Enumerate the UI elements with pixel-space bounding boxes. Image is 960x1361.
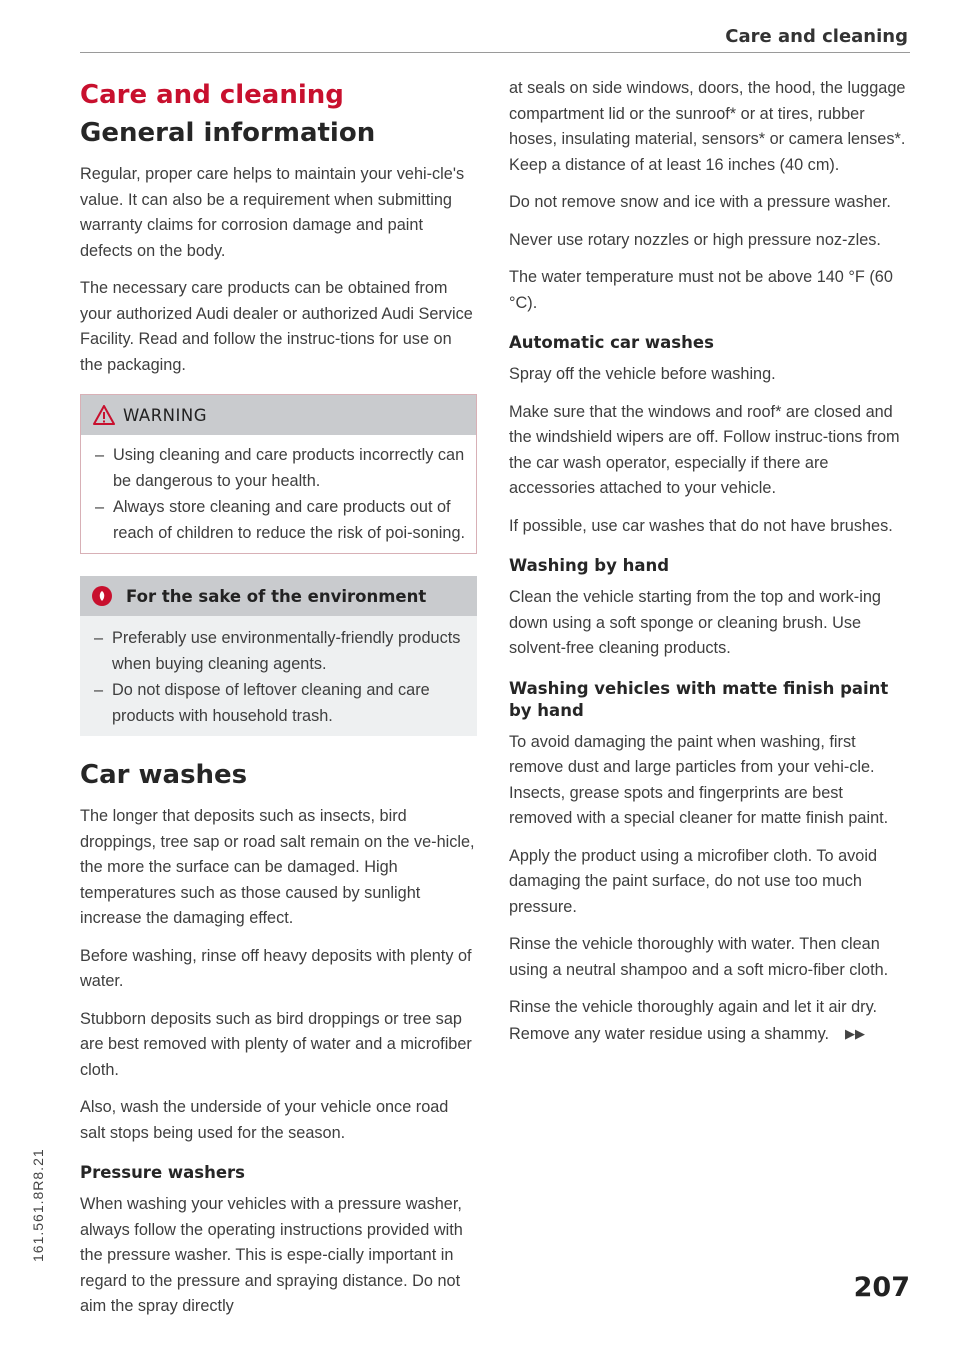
- intro-paragraph-2: The necessary care products can be obtained from your authorized Audi dealer or authorized Audi Service Facility. Read and follow the instruc-tions for use on the packaging.: [80, 279, 473, 374]
- automatic-paragraph-1: Spray off the vehicle before washing.: [509, 365, 776, 383]
- environment-leaf-icon: [92, 586, 112, 606]
- subheading-pressure-washers: Pressure washers: [80, 1163, 245, 1182]
- matte-paragraph-4-text: Rinse the vehicle thoroughly again and let it air dry. Remove any water residue using a shammy.: [509, 998, 878, 1043]
- matte-paragraph-4: [509, 995, 909, 1047]
- right-column: [509, 76, 909, 1059]
- warning-header: [81, 395, 476, 435]
- automatic-paragraph-3: If possible, use car washes that do not have brushes.: [509, 516, 893, 535]
- section-title-car-washes: Car washes: [80, 760, 248, 790]
- environment-item: – Do not dispose of leftover cleaning and care products with household trash.: [90, 678, 467, 729]
- continue-arrow-icon: ▶▶: [845, 1025, 866, 1041]
- environment-item: – Preferably use environmentally-friendly products when buying cleaning agents.: [90, 626, 467, 677]
- car-washes-paragraph-2: Before washing, rinse off heavy deposits with plenty of water.: [80, 946, 472, 990]
- warning-box: [80, 394, 477, 554]
- running-header-title: Care and cleaning: [725, 26, 908, 47]
- warning-item: – Using cleaning and care products incorrectly can be dangerous to your health.: [91, 443, 466, 494]
- automatic-paragraph-2: Make sure that the windows and roof* are closed and the windshield wipers are off. Follow instruc-tions from the car wash operator, especially if there are accessories attached to your vehicle.: [509, 402, 900, 497]
- car-washes-paragraph-3: Stubborn deposits such as bird droppings or tree sap are best removed with plenty of water and a microfiber cloth.: [80, 1009, 472, 1079]
- car-washes-paragraph-4: Also, wash the underside of your vehicle once road salt stops being used for the season.: [80, 1098, 449, 1142]
- subheading-matte-finish: Washing vehicles with matte finish paint by hand: [509, 678, 889, 720]
- page-number: 207: [853, 1272, 910, 1303]
- warning-triangle-icon: [93, 405, 115, 425]
- left-column: [80, 70, 477, 1332]
- pressure-washers-paragraph-4: The water temperature must not be above 140 °F (60 °C).: [509, 268, 893, 312]
- intro-paragraph-1: Regular, proper care helps to maintain your vehi-cle's value. It can also be a requirement when submitting warranty claims for corrosion damage and paint defects on the body.: [80, 165, 465, 260]
- pressure-washers-paragraph-3: Never use rotary nozzles or high pressure noz-zles.: [509, 230, 881, 249]
- warning-label: WARNING: [123, 405, 208, 425]
- header-rule: [80, 52, 910, 53]
- pressure-washers-paragraph-1-continued: at seals on side windows, doors, the hood, the luggage compartment lid or the sunroof* or at tires, rubber hoses, insulating material, sensors* or camera lenses*. Keep a distance of at least 16 inches (40 cm).: [509, 79, 906, 174]
- warning-item: – Always store cleaning and care products out of reach of children to reduce the risk of poi-soning.: [91, 495, 466, 546]
- chapter-title: Care and cleaning: [80, 80, 344, 110]
- subheading-washing-by-hand: Washing by hand: [509, 556, 670, 575]
- pressure-washers-paragraph-2: Do not remove snow and ice with a pressure washer.: [509, 193, 891, 211]
- matte-paragraph-1: To avoid damaging the paint when washing, first remove dust and large particles from your vehi-cle. Insects, grease spots and fingerprints are best removed with a special cleaner for matte finish paint.: [509, 732, 889, 827]
- matte-paragraph-3: Rinse the vehicle thoroughly with water. Then clean using a neutral shampoo and a soft micro-fiber cloth.: [509, 935, 889, 979]
- side-document-code: 161.561.8R8.21: [30, 1148, 46, 1262]
- car-washes-paragraph-1: The longer that deposits such as insects, bird droppings, tree sap or road salt remain on the ve-hicle, the more the surface can be damaged. High temperatures such as those caused by sunlight increase the damaging effect.: [80, 807, 475, 927]
- environment-header: [80, 576, 477, 616]
- pressure-washers-paragraph-1: When washing your vehicles with a pressure washer, always follow the operating instructions provided with the pressure washer. This is espe-cially important in regard to the pressure and spraying distance. Do not aim the spray directly: [80, 1195, 463, 1315]
- section-title-general-information: General information: [80, 118, 376, 148]
- environment-label: For the sake of the environment: [126, 586, 427, 606]
- subheading-automatic-car-washes: Automatic car washes: [509, 333, 714, 352]
- matte-paragraph-2: Apply the product using a microfiber cloth. To avoid damaging the paint surface, do not use too much pressure.: [509, 846, 878, 916]
- environment-box: [80, 576, 477, 736]
- washing-by-hand-paragraph-1: Clean the vehicle starting from the top and work-ing down using a soft sponge or cleaning brush. Use solvent-free cleaning products.: [509, 588, 881, 657]
